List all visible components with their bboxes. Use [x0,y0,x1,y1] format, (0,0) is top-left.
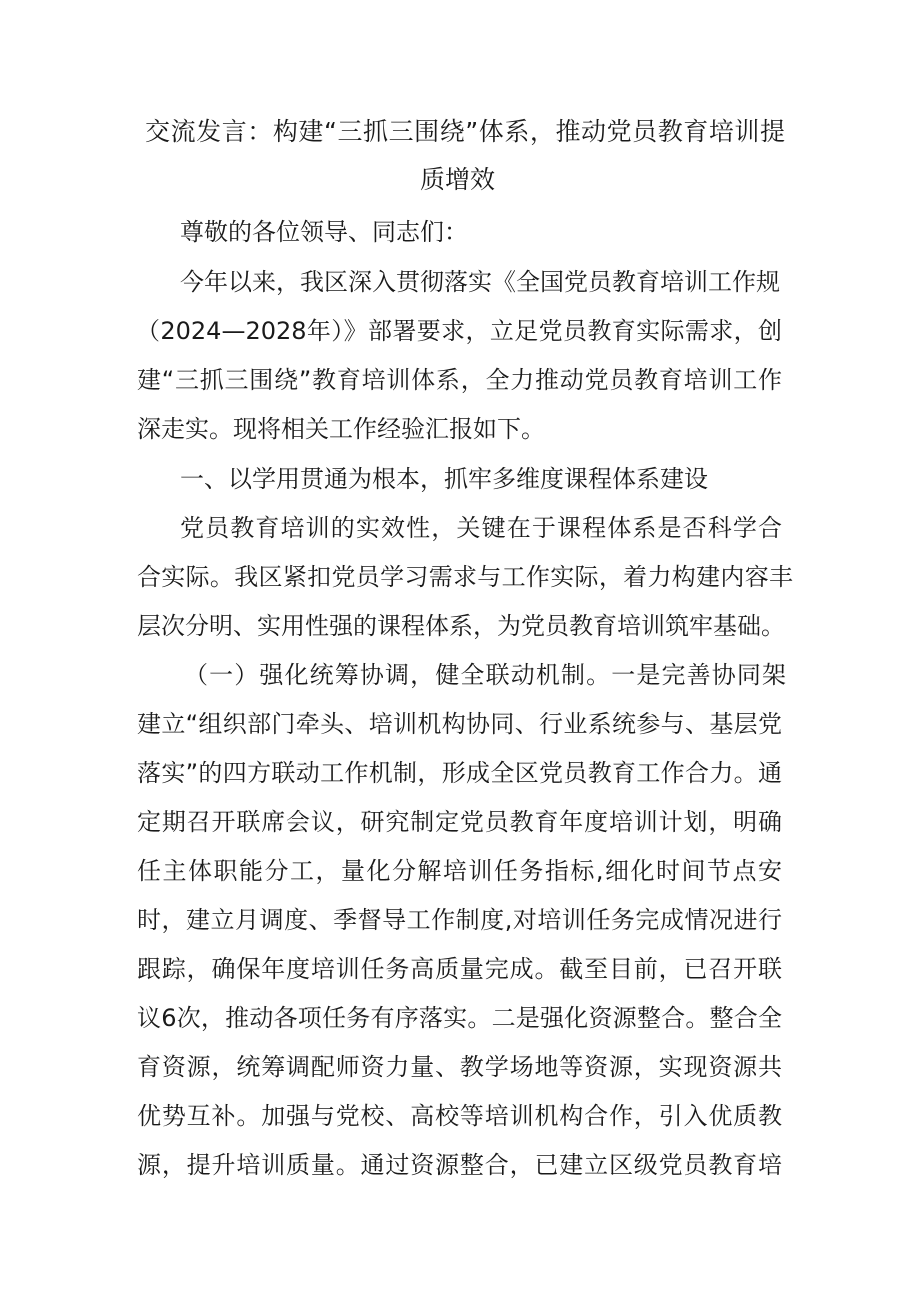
subsection-1-line-5: 任主体职能分工，量化分解培训任务指标,细化时间节点安 [137,857,782,885]
salutation: 尊敬的各位领导、同志们： [180,218,468,246]
intro-line-4: 深走实。现将相关工作经验汇报如下。 [137,415,545,443]
subsection-1-line-6: 时，建立月调度、季督导工作制度,对培训任务完成情况进行 [137,906,782,934]
subsection-1-line-1: （一）强化统筹协调，健全联动机制。一是完善协同架 [184,661,786,689]
subsection-1-line-8: 议6次，推动各项任务有序落实。二是强化资源整合。整合全 [137,1004,782,1032]
subsection-1-line-10: 优势互补。加强与党校、高校等培训机构合作，引入优质教 [137,1102,782,1130]
subsection-1-line-3: 落实”的四方联动工作机制，形成全区党员教育工作合力。通 [137,759,782,787]
subsection-1-line-11: 源，提升培训质量。通过资源整合，已建立区级党员教育培 [137,1151,782,1179]
subsection-1-line-7: 跟踪，确保年度培训任务高质量完成。截至目前，已召开联 [137,955,782,983]
intro-line-2: （2024—2028年）》部署要求，立足党员教育实际需求，创 [136,317,782,345]
section-1-para-line-2: 合实际。我区紧扣党员学习需求与工作实际，着力构建内容丰 [137,563,793,591]
document-title-line-2: 质增效 [420,165,496,194]
document-title-line-1: 交流发言：构建“三抓三围绕”体系，推动党员教育培训提 [145,117,785,146]
subsection-1-line-4: 定期召开联席会议，研究制定党员教育年度培训计划，明确 [137,808,782,836]
section-1-para-line-1: 党员教育培训的实效性，关键在于课程体系是否科学合 [180,514,782,542]
subsection-1-line-2: 建立“组织部门牵头、培训机构协同、行业系统参与、基层党 [137,710,782,738]
subsection-1-line-9: 育资源，统筹调配师资力量、教学场地等资源，实现资源共 [137,1053,782,1081]
intro-line-1: 今年以来，我区深入贯彻落实《全国党员教育培训工作规 [180,268,780,296]
section-heading-1: 一、以学用贯通为根本，抓牢多维度课程体系建设 [180,465,708,493]
intro-line-3: 建“三抓三围绕”教育培训体系，全力推动党员教育培训工作 [137,366,782,394]
section-1-para-line-3: 层次分明、实用性强的课程体系，为党员教育培训筑牢基础。 [137,612,785,640]
